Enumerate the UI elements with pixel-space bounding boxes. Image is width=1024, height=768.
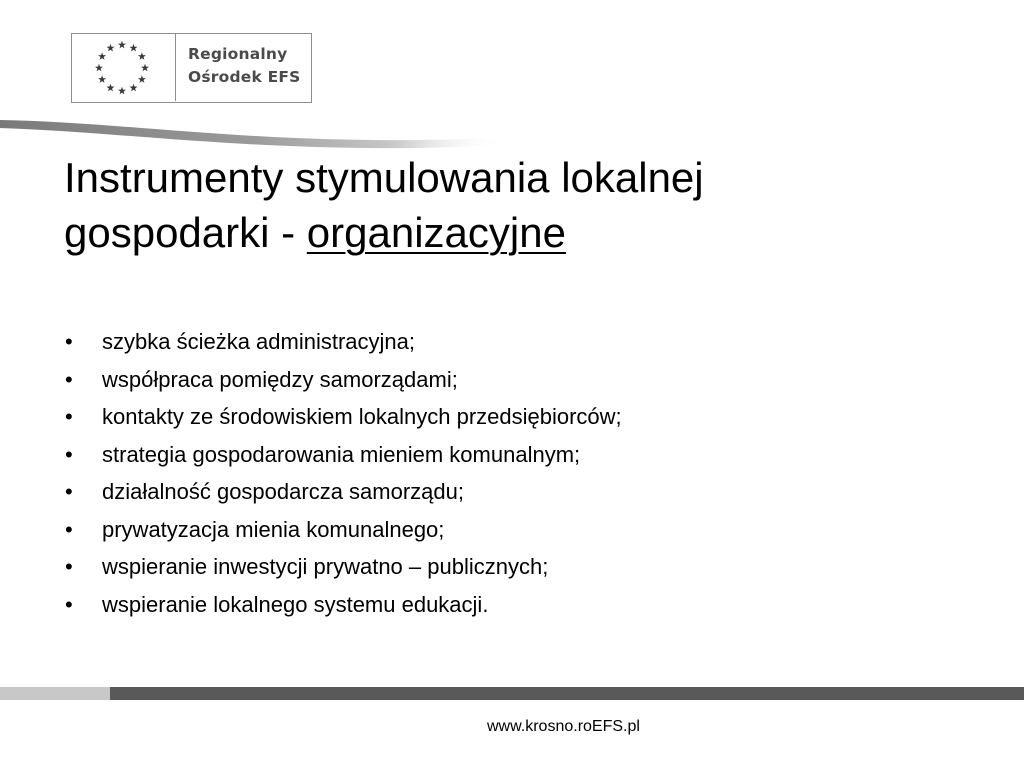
list-item-text: strategia gospodarowania mieniem komunalnym; xyxy=(102,441,581,467)
title-accent-word: organizacyjne xyxy=(306,209,566,256)
title-line-1: Instrumenty stymulowania lokalnej xyxy=(64,154,704,201)
list-item-text: wspieranie inwestycji prywatno – publicznych; xyxy=(102,554,549,579)
list-item xyxy=(64,436,622,474)
list-item-text: szybka ścieżka administracyjna; xyxy=(102,329,416,354)
eu-star-icon xyxy=(107,84,115,92)
eu-star-icon xyxy=(141,64,149,72)
bullet-dot: • xyxy=(65,329,73,354)
bullet-dot: • xyxy=(65,591,73,617)
list-item xyxy=(64,473,622,511)
bullet-dot: • xyxy=(65,441,73,467)
list-item xyxy=(64,511,622,549)
list-item xyxy=(64,548,622,586)
logo-line-1: Regionalny xyxy=(188,45,288,63)
list-item xyxy=(64,586,622,624)
title-line-2-prefix: gospodarki - xyxy=(64,209,307,256)
eu-star-icon xyxy=(130,84,138,92)
list-item-text: działalność gospodarcza samorządu; xyxy=(102,479,464,504)
eu-star-icon xyxy=(118,87,126,95)
eu-star-icon xyxy=(138,52,146,60)
bullet-dot: • xyxy=(65,554,73,579)
bullet-list xyxy=(64,323,622,623)
bullet-dot: • xyxy=(65,516,73,542)
eu-star-icon xyxy=(107,44,115,52)
regional-efs-logo xyxy=(71,33,312,103)
logo-line-2: Ośrodek EFS xyxy=(188,68,301,86)
list-item-text: wspieranie lokalnego systemu edukacji. xyxy=(102,591,489,617)
footer-bar-light xyxy=(0,687,110,700)
slide-title xyxy=(64,150,964,260)
eu-star-icon xyxy=(130,44,138,52)
bullet-dot: • xyxy=(65,479,73,504)
eu-star-icon xyxy=(118,41,126,49)
list-item xyxy=(64,398,622,436)
list-item-text: prywatyzacja mienia komunalnego; xyxy=(102,516,445,542)
bullet-dot: • xyxy=(65,366,73,392)
bullet-dot: • xyxy=(65,404,73,429)
footer-url: www.krosno.roEFS.pl xyxy=(487,718,640,735)
list-item xyxy=(64,361,622,399)
eu-star-icon xyxy=(98,52,106,60)
footer-bar-dark xyxy=(110,687,1024,700)
eu-star-icon xyxy=(98,75,106,83)
eu-star-icon xyxy=(95,64,103,72)
list-item-text: współpraca pomiędzy samorządami; xyxy=(102,366,458,392)
eu-stars-flag-icon xyxy=(72,34,176,101)
list-item-text: kontakty ze środowiskiem lokalnych przedsiębiorców; xyxy=(102,404,622,429)
list-item xyxy=(64,323,622,361)
eu-star-icon xyxy=(138,75,146,83)
logo-text xyxy=(188,43,301,89)
